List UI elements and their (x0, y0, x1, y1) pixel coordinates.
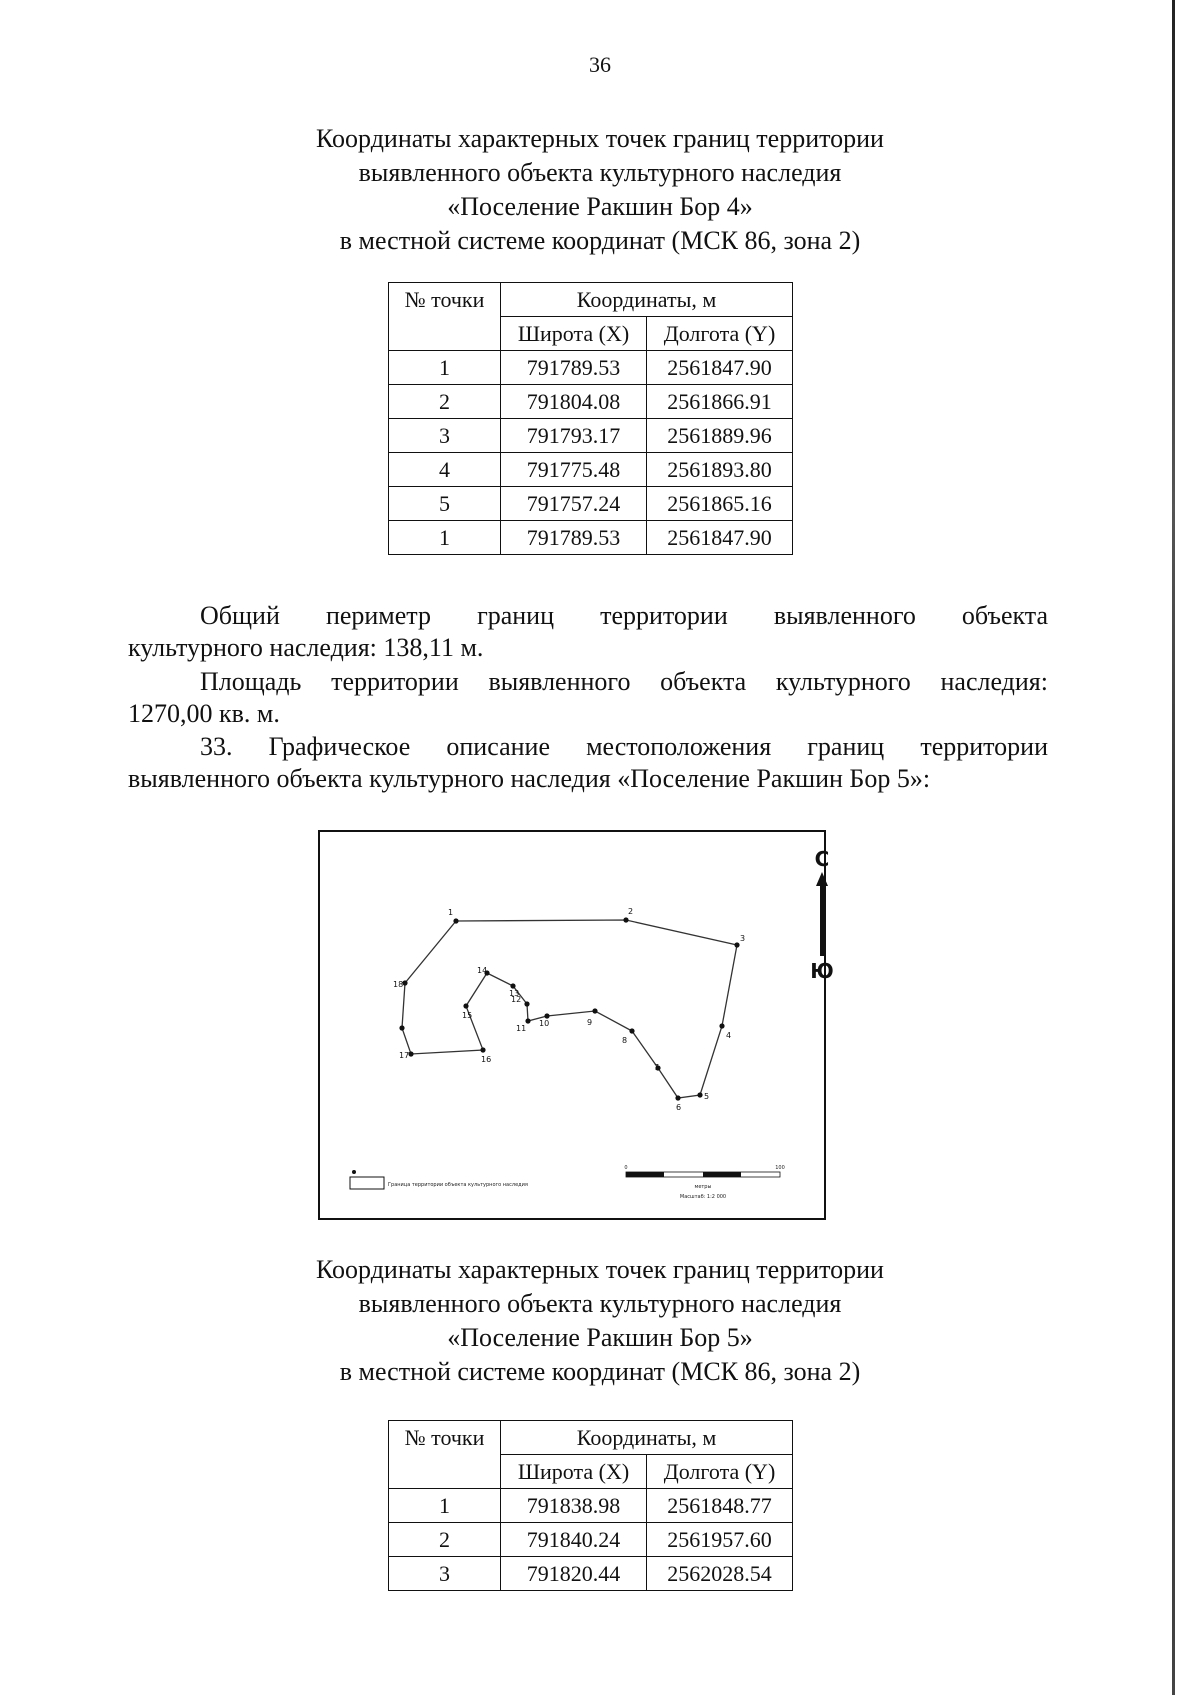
north-arrow-shaft (820, 886, 824, 956)
scale-unit-label: метры (694, 1184, 712, 1190)
header-point-no: № точки (389, 1421, 501, 1489)
boundary-point-marker (463, 1003, 468, 1008)
compass-north-label: С (814, 847, 830, 871)
item-33-line-1: 33. Графическое описание местоположения границ территории (200, 732, 1048, 761)
boundary-point-marker (525, 1018, 530, 1023)
scale-ratio-label: Масштаб: 1:2 000 (679, 1194, 727, 1200)
table-row (389, 521, 793, 555)
boundary-point-label: 9 (587, 1018, 593, 1027)
boundary-point-marker (697, 1092, 702, 1097)
scale-end-label: 100 (775, 1165, 785, 1171)
table-row (389, 453, 793, 487)
perimeter-paragraph-line-1: Общий периметр границ территории выявленного объекта (200, 601, 1048, 630)
perimeter-paragraph-line-2: культурного наследия: 138,11 м. (128, 633, 484, 662)
boundary-point-marker (719, 1023, 724, 1028)
header-longitude: Долгота (Y) (647, 1455, 793, 1489)
table-1-body (389, 351, 793, 555)
boundary-point-label: 1 (448, 908, 454, 917)
boundary-point-label: 10 (539, 1019, 550, 1028)
table-2-heading (0, 1253, 1200, 1389)
header-coordinates: Координаты, м (501, 1421, 793, 1455)
scale-bar (624, 1165, 784, 1200)
latitude-cell: 791804.08 (501, 385, 647, 419)
point-number-cell: 1 (389, 521, 501, 555)
boundary-point-marker (592, 1008, 597, 1013)
boundary-point-label: 18 (393, 980, 404, 989)
compass-south-label: Ю (810, 959, 834, 983)
legend-boundary-swatch (350, 1177, 384, 1189)
table-row (389, 1523, 793, 1557)
boundary-point-label: 8 (622, 1036, 628, 1045)
point-number-cell: 1 (389, 1489, 501, 1523)
header-latitude: Широта (X) (501, 317, 647, 351)
heading-line: выявленного объекта культурного наследия (358, 1289, 842, 1318)
latitude-cell: 791820.44 (501, 1557, 647, 1591)
table-row (389, 487, 793, 521)
boundary-point-label: 17 (399, 1051, 410, 1060)
latitude-cell: 791793.17 (501, 419, 647, 453)
table-row (389, 1489, 793, 1523)
boundary-point-label: 15 (462, 1011, 473, 1020)
longitude-cell: 2562028.54 (647, 1557, 793, 1591)
point-number-cell: 2 (389, 1523, 501, 1557)
north-arrow-icon (810, 847, 833, 983)
latitude-cell: 791838.98 (501, 1489, 647, 1523)
table-row (389, 351, 793, 385)
longitude-cell: 2561847.90 (647, 351, 793, 385)
boundary-point-label: 14 (477, 966, 488, 975)
boundary-point-marker (399, 1025, 404, 1030)
item-33-line-2: выявленного объекта культурного наследия «Поселение Ракшин Бор 5»: (128, 764, 931, 793)
header-latitude: Широта (X) (501, 1455, 647, 1489)
point-number-cell: 2 (389, 385, 501, 419)
heading-line: в местной системе координат (МСК 86, зона 2) (339, 1357, 861, 1386)
table-row (389, 385, 793, 419)
north-arrowhead (816, 872, 828, 886)
table-row (389, 1557, 793, 1591)
longitude-cell: 2561865.16 (647, 487, 793, 521)
longitude-cell: 2561957.60 (647, 1523, 793, 1557)
boundary-point-marker (623, 917, 628, 922)
map-legend (350, 1170, 528, 1189)
heading-line: Координаты характерных точек границ территории (316, 1255, 884, 1284)
boundary-point-marker (480, 1047, 485, 1052)
boundary-point-marker (629, 1028, 634, 1033)
boundary-polygon (402, 920, 737, 1098)
boundary-point-marker (544, 1013, 549, 1018)
scale-bar-segment-1 (626, 1172, 664, 1177)
page-number: 36 (589, 52, 611, 77)
boundary-map (318, 830, 834, 1220)
boundary-point-label: 2 (628, 907, 634, 916)
boundary-point-label: 5 (704, 1092, 710, 1101)
boundary-point-label: 11 (516, 1024, 527, 1033)
legend-text: Граница территории объекта культурного наследия (388, 1182, 528, 1188)
longitude-cell: 2561889.96 (647, 419, 793, 453)
boundary-point-label: 12 (511, 995, 522, 1004)
table-1-heading (0, 122, 1200, 258)
legend-point-marker (352, 1170, 356, 1174)
longitude-cell: 2561847.90 (647, 521, 793, 555)
coordinates-table-2 (388, 1420, 793, 1591)
boundary-point-label: 16 (481, 1055, 492, 1064)
area-paragraph-line-1: Площадь территории выявленного объекта культурного наследия: (200, 667, 1048, 696)
point-number-cell: 1 (389, 351, 501, 385)
boundary-point-label: 4 (726, 1031, 732, 1040)
heading-line: в местной системе координат (МСК 86, зона 2) (339, 226, 861, 255)
scale-bar-segment-2 (703, 1172, 741, 1177)
scale-start-label: 0 (624, 1165, 628, 1171)
heading-line: выявленного объекта культурного наследия (358, 158, 842, 187)
header-longitude: Долгота (Y) (647, 317, 793, 351)
header-coordinates: Координаты, м (501, 283, 793, 317)
latitude-cell: 791840.24 (501, 1523, 647, 1557)
heading-line: Координаты характерных точек границ территории (316, 124, 884, 153)
point-number-cell: 3 (389, 419, 501, 453)
latitude-cell: 791789.53 (501, 521, 647, 555)
boundary-point-label: 7 (654, 1063, 660, 1072)
table-row (389, 419, 793, 453)
heading-line: «Поселение Ракшин Бор 5» (447, 1323, 753, 1352)
boundary-point-label: 3 (740, 934, 746, 943)
boundary-point-marker (675, 1095, 680, 1100)
boundary-point-label: 13 (509, 989, 520, 998)
coordinates-table-1 (388, 282, 793, 555)
point-number-cell: 3 (389, 1557, 501, 1591)
latitude-cell: 791789.53 (501, 351, 647, 385)
longitude-cell: 2561866.91 (647, 385, 793, 419)
boundary-point-marker (510, 983, 515, 988)
heading-line: «Поселение Ракшин Бор 4» (447, 192, 753, 221)
boundary-point-marker (453, 918, 458, 923)
area-paragraph-line-2: 1270,00 кв. м. (128, 699, 280, 728)
point-number-cell: 5 (389, 487, 501, 521)
boundary-map-drawing (320, 832, 834, 1218)
boundary-point-marker (524, 1001, 529, 1006)
table-2-body (389, 1489, 793, 1591)
header-point-no: № точки (389, 283, 501, 351)
latitude-cell: 791757.24 (501, 487, 647, 521)
boundary-point-marker (734, 942, 739, 947)
longitude-cell: 2561893.80 (647, 453, 793, 487)
boundary-points (393, 907, 745, 1112)
longitude-cell: 2561848.77 (647, 1489, 793, 1523)
latitude-cell: 791775.48 (501, 453, 647, 487)
boundary-point-label: 6 (676, 1103, 682, 1112)
point-number-cell: 4 (389, 453, 501, 487)
